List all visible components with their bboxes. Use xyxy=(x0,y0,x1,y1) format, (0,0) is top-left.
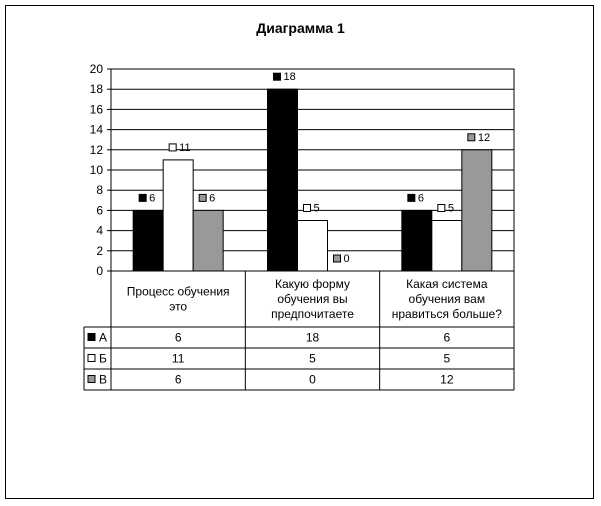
y-tick-label: 8 xyxy=(96,183,103,198)
data-label-key xyxy=(438,205,445,212)
y-tick-label: 16 xyxy=(89,102,103,117)
category-label: Какую форму xyxy=(275,277,350,291)
y-tick-label: 10 xyxy=(89,163,103,177)
category-label: это xyxy=(169,299,188,314)
legend-key xyxy=(88,355,95,362)
y-tick-label: 6 xyxy=(96,203,103,218)
category-label: обучения вы xyxy=(277,292,348,306)
category-label: Какая система xyxy=(406,277,488,291)
bar-В xyxy=(462,150,492,271)
category-label: Процесс обучения xyxy=(126,284,230,299)
table-cell: 18 xyxy=(305,330,320,345)
data-label-key xyxy=(334,255,341,262)
table-cell: 6 xyxy=(443,330,451,345)
table-cell: 5 xyxy=(443,351,451,366)
bar-Б xyxy=(432,221,462,272)
legend-key xyxy=(88,334,95,341)
bar-Б xyxy=(163,160,193,271)
legend-label: В xyxy=(99,372,108,387)
table-cell: 0 xyxy=(309,372,316,387)
y-tick-label: 20 xyxy=(89,62,103,76)
data-label-key xyxy=(408,194,415,201)
data-label: 6 xyxy=(417,192,424,205)
legend-key xyxy=(88,376,95,383)
data-label: 18 xyxy=(283,71,296,84)
table-cell: 11 xyxy=(171,351,185,366)
category-label: обучения вам xyxy=(408,292,486,306)
data-label-key xyxy=(139,194,146,201)
bar-А xyxy=(268,89,298,271)
data-label-key xyxy=(199,194,206,201)
table-cell: 5 xyxy=(309,351,316,366)
table-cell: 6 xyxy=(174,372,182,387)
data-label-key xyxy=(169,144,176,151)
y-tick-label: 18 xyxy=(89,82,103,97)
bar-А xyxy=(402,210,432,271)
data-label: 6 xyxy=(149,192,156,205)
table-cell: 12 xyxy=(440,372,454,387)
data-label-key xyxy=(304,205,311,212)
data-label-key xyxy=(468,134,475,141)
bar-Б xyxy=(298,221,328,272)
bar-В xyxy=(193,210,223,271)
bar-А xyxy=(133,210,163,271)
data-label-key xyxy=(274,73,281,80)
category-label: нравиться больше? xyxy=(391,307,502,321)
data-label: 5 xyxy=(313,202,320,215)
category-label: предпочитаете xyxy=(271,307,354,321)
chart-title: Диаграмма 1 xyxy=(256,20,345,36)
y-tick-label: 0 xyxy=(96,264,103,278)
y-tick-label: 2 xyxy=(96,243,103,258)
y-tick-label: 12 xyxy=(89,142,103,157)
legend-label: Б xyxy=(99,351,107,366)
y-tick-label: 4 xyxy=(96,223,103,238)
table-cell: 6 xyxy=(174,330,182,345)
data-label: 11 xyxy=(179,141,191,154)
legend-label: А xyxy=(99,330,108,345)
data-label: 6 xyxy=(209,192,216,205)
data-label: 12 xyxy=(477,131,491,144)
y-tick-label: 14 xyxy=(89,122,103,137)
data-label: 0 xyxy=(343,253,350,265)
data-label: 5 xyxy=(447,202,454,215)
